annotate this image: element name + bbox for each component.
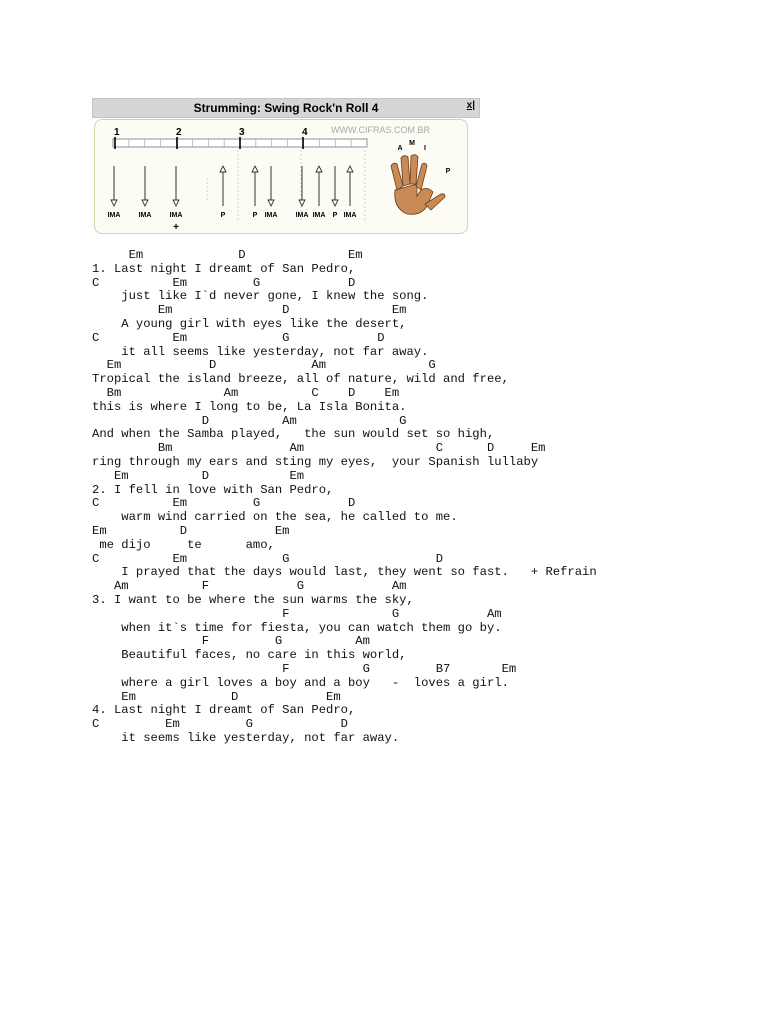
down-arrow-icon bbox=[268, 200, 274, 206]
lyric-line: warm wind carried on the sea, he called to me. bbox=[92, 510, 458, 525]
down-arrow-icon bbox=[142, 200, 148, 206]
beat-number: 4 bbox=[302, 127, 308, 138]
hand-part bbox=[395, 184, 433, 214]
stroke-label: IMA bbox=[295, 212, 309, 219]
chord-line: F G Am bbox=[92, 634, 370, 649]
beat-number: 1 bbox=[114, 127, 120, 138]
chord-line: D Am G bbox=[92, 413, 407, 428]
up-arrow-icon bbox=[252, 166, 258, 172]
chord-line: Bm Am C D Em bbox=[92, 385, 400, 400]
finger-label: I bbox=[424, 145, 426, 152]
hand-part bbox=[391, 163, 403, 190]
stroke-label: P bbox=[252, 212, 258, 219]
strumming-titlebar bbox=[92, 98, 480, 118]
accent-mark: + bbox=[173, 222, 179, 233]
lyric-line: I prayed that the days would last, they went so fast. + Refrain bbox=[92, 565, 597, 580]
lyric-line: this is where I long to be, La Isla Bonita. bbox=[92, 399, 407, 414]
up-arrow-icon bbox=[220, 166, 226, 172]
hand-part bbox=[416, 163, 427, 190]
chord-line: F G Am bbox=[92, 606, 502, 621]
chord-line: Em D Em bbox=[92, 468, 305, 483]
chord-line: Em D Em bbox=[92, 523, 290, 538]
stroke-label: P bbox=[220, 212, 226, 219]
lyric-line: ring through my ears and sting my eyes, your Spanish lullaby bbox=[92, 454, 539, 469]
finger-label: M bbox=[409, 140, 415, 147]
chord-line: Em D Am G bbox=[92, 358, 436, 373]
lyric-line: just like I`d never gone, I knew the song. bbox=[92, 289, 429, 304]
up-arrow-icon bbox=[316, 166, 322, 172]
strumming-diagram bbox=[94, 119, 468, 234]
chord-line: Em D Em bbox=[92, 303, 407, 318]
lyric-line: And when the Samba played, the sun would set so high, bbox=[92, 427, 495, 442]
finger-label: A bbox=[397, 145, 403, 152]
chord-sheet bbox=[92, 249, 752, 746]
beat-number: 3 bbox=[239, 127, 245, 138]
beat-number: 2 bbox=[176, 127, 182, 138]
stroke-label: IMA bbox=[138, 212, 152, 219]
hand-icon bbox=[391, 155, 445, 215]
chord-line: Am F G Am bbox=[92, 579, 407, 594]
chord-line: Em D Em bbox=[92, 689, 341, 704]
stroke-label: P bbox=[332, 212, 338, 219]
chord-line: C Em G D bbox=[92, 496, 356, 511]
stroke-label: IMA bbox=[343, 212, 357, 219]
down-arrow-icon bbox=[299, 200, 305, 206]
lyric-line: it seems like yesterday, not far away. bbox=[92, 730, 400, 745]
hand-part bbox=[410, 155, 418, 184]
down-arrow-icon bbox=[332, 200, 338, 206]
stroke-label: IMA bbox=[312, 212, 326, 219]
lyric-line: Tropical the island breeze, all of nature, wild and free, bbox=[92, 372, 509, 387]
chord-line: C Em G D bbox=[92, 275, 356, 290]
chord-line: C Em G D bbox=[92, 330, 385, 345]
up-arrow-icon bbox=[347, 166, 353, 172]
chord-line: Bm Am C D Em bbox=[92, 441, 546, 456]
lyric-line: 1. Last night I dreamt of San Pedro, bbox=[92, 261, 356, 276]
strumming-panel bbox=[92, 98, 480, 236]
lyric-line: me dijo te amo, bbox=[92, 537, 275, 552]
lyric-line: 4. Last night I dreamt of San Pedro, bbox=[92, 703, 356, 718]
lyric-line: it all seems like yesterday, not far away. bbox=[92, 344, 429, 359]
stroke-label: IMA bbox=[107, 212, 121, 219]
lyric-line: where a girl loves a boy and a boy - loves a girl. bbox=[92, 675, 509, 690]
down-arrow-icon bbox=[173, 200, 179, 206]
lyric-line: 3. I want to be where the sun warms the sky, bbox=[92, 592, 414, 607]
lyric-line: A young girl with eyes like the desert, bbox=[92, 316, 407, 331]
chord-line: C Em G D bbox=[92, 551, 444, 566]
chord-line: Em D Em bbox=[92, 248, 363, 262]
lyric-line: 2. I fell in love with San Pedro, bbox=[92, 482, 334, 497]
stroke-label: IMA bbox=[264, 212, 278, 219]
close-icon[interactable]: x| bbox=[466, 100, 475, 111]
stroke-label: IMA bbox=[169, 212, 183, 219]
lyric-line: when it`s time for fiesta, you can watch them go by. bbox=[92, 620, 502, 635]
watermark: WWW.CIFRAS.COM.BR bbox=[331, 125, 430, 135]
chord-line: F G B7 Em bbox=[92, 661, 517, 676]
strumming-svg bbox=[95, 120, 467, 233]
down-arrow-icon bbox=[111, 200, 117, 206]
hand-part bbox=[401, 156, 410, 186]
strumming-title: Strumming: Swing Rock'n Roll 4 bbox=[193, 101, 379, 115]
chord-line: C Em G D bbox=[92, 717, 348, 732]
finger-label: P bbox=[445, 168, 451, 175]
lyric-line: Beautiful faces, no care in this world, bbox=[92, 648, 407, 663]
